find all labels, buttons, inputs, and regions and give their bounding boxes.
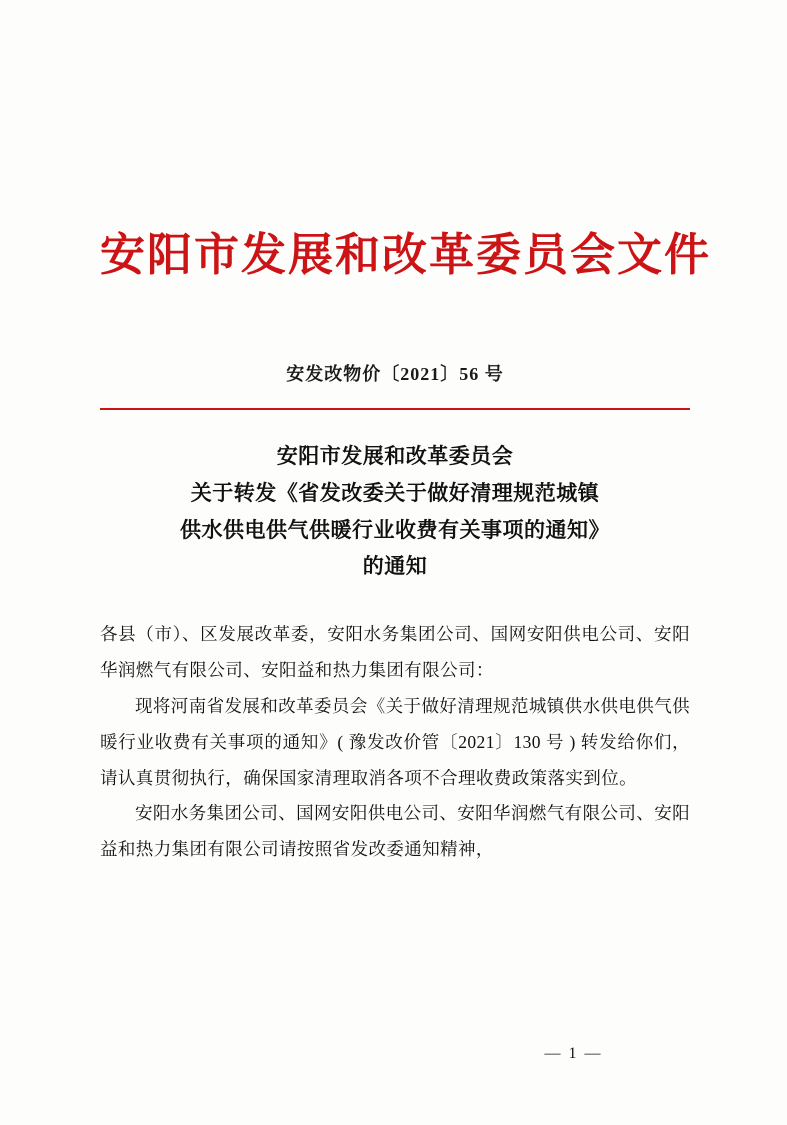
paragraph-forwarding: 现将河南省发展和改革委员会《关于做好清理规范城镇供水供电供气供暖行业收费有关事项的通知》( 豫发改价管〔2021〕130 号 ) 转发给你们，请认真贯彻执行，确保国家清理取消各项不合理收费政策落实到位。 bbox=[100, 695, 690, 788]
document-body bbox=[100, 0, 712, 1125]
title-line-2: 关于转发《省发改委关于做好清理规范城镇 bbox=[190, 480, 600, 505]
document-content bbox=[100, 617, 690, 868]
paragraph-recipients: 各县（市）、区发展改革委，安阳水务集团公司、国网安阳供电公司、安阳华润燃气有限公司、安阳益和热力集团有限公司： bbox=[100, 624, 690, 680]
title-line-3: 供水供电供气供暖行业收费有关事项的通知》 bbox=[180, 517, 610, 542]
document-title bbox=[100, 438, 690, 585]
page-number-label: — 1 — bbox=[544, 1045, 603, 1062]
paragraph-instructions: 安阳水务集团公司、国网安阳供电公司、安阳华润燃气有限公司、安阳益和热力集团有限公司请按照省发改委通知精神， bbox=[100, 803, 690, 860]
red-divider-rule bbox=[100, 408, 690, 410]
title-line-4: 的通知 bbox=[362, 554, 428, 579]
page-number bbox=[0, 1045, 787, 1063]
document-masthead-title: 安阳市发展和改革委员会文件 bbox=[100, 230, 712, 280]
title-line-1: 安阳市发展和改革委员会 bbox=[276, 444, 514, 468]
document-number: 安发改物价〔2021〕56 号 bbox=[286, 364, 504, 384]
